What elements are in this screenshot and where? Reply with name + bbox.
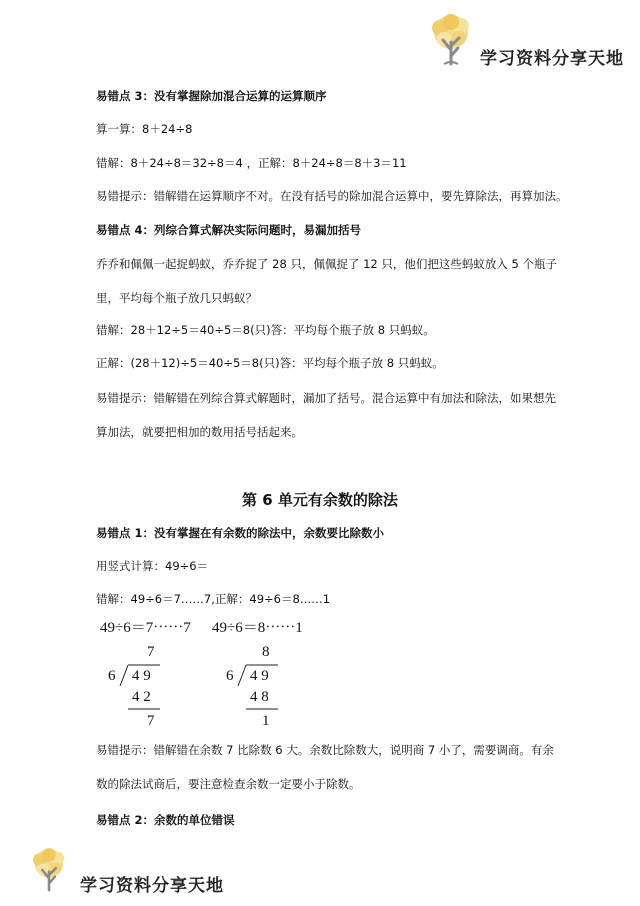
- tree-logo-icon: [28, 845, 70, 895]
- unit-heading: 第 6 单元有余数的除法: [242, 491, 398, 509]
- problem-line-2: 里，平均每个瓶子放几只蚂蚁？: [96, 291, 257, 305]
- dividend: 4 9: [132, 668, 151, 684]
- product: 4 8: [250, 689, 269, 705]
- mistake-4-title: 易错点 4：列综合算式解决实际问题时，易漏加括号: [96, 223, 362, 237]
- division-bracket: [100, 640, 190, 735]
- wrong-solution-2: 错解：28＋12÷5＝40÷5＝8(只)答：平均每个瓶子放 8 只蚂蚁。: [96, 323, 435, 337]
- division-bracket: [220, 640, 310, 735]
- hint-line: 易错提示：错解错在运算顺序不对。在没有括号的除加混合运算中，要先算除法，再算加法。: [96, 189, 568, 203]
- product: 4 2: [132, 689, 151, 705]
- hint-3-line-2: 数的除法试商后，要注意检查余数一定要小于除数。: [96, 777, 361, 791]
- hint-2-line-2: 算加法，就要把相加的数用括号括起来。: [96, 425, 303, 439]
- mistake-1-title: 易错点 1：没有掌握在有余数的除法中，余数要比除数小: [96, 526, 385, 540]
- quotient: 8: [262, 644, 270, 660]
- footer-brand: 学习资料分享天地: [80, 876, 224, 896]
- long-division-wrong: [100, 640, 190, 735]
- header-brand: 学习资料分享天地: [480, 49, 624, 69]
- tree-logo-icon: [426, 12, 476, 68]
- long-division-right: [220, 640, 310, 735]
- equation-wrong: 49÷6＝7⋯⋯7: [100, 620, 191, 636]
- vertical-calc-line: 用竖式计算：49÷6＝: [96, 559, 209, 573]
- problem-line-1: 乔乔和佩佩一起捉蚂蚁，乔乔捉了 28 只，佩佩捉了 12 只，他们把这些蚂蚁放入 5 个瓶子: [96, 257, 558, 271]
- divisor: 6: [226, 668, 234, 684]
- divisor: 6: [108, 668, 116, 684]
- wrong-solution-3: 错解：49÷6＝7……7,正解：49÷6＝8……1: [96, 592, 331, 606]
- remainder: 1: [262, 713, 270, 729]
- calc-line: 算一算：8＋24÷8: [96, 122, 193, 136]
- hint-3-line-1: 易错提示：错解错在余数 7 比除数 6 大。余数比除数大，说明商 7 小了，需要调商。有余: [96, 743, 554, 757]
- hint-2-line-1: 易错提示：错解错在列综合算式解题时，漏加了括号。混合运算中有加法和除法，如果想先: [96, 391, 556, 405]
- equation-right: 49÷6＝8⋯⋯1: [212, 620, 303, 636]
- mistake-3-title: 易错点 3：没有掌握除加混合运算的运算顺序: [96, 89, 327, 103]
- right-solution-2: 正解：(28＋12)÷5＝40÷5＝8(只)答：平均每个瓶子放 8 只蚂蚁。: [96, 356, 444, 370]
- quotient: 7: [147, 644, 155, 660]
- wrong-solution-line: 错解：8＋24÷8＝32÷8＝4 ，正解：8＋24÷8＝8＋3＝11: [96, 156, 407, 170]
- mistake-2-title: 易错点 2：余数的单位错误: [96, 813, 235, 827]
- dividend: 4 9: [250, 668, 269, 684]
- remainder: 7: [147, 713, 155, 729]
